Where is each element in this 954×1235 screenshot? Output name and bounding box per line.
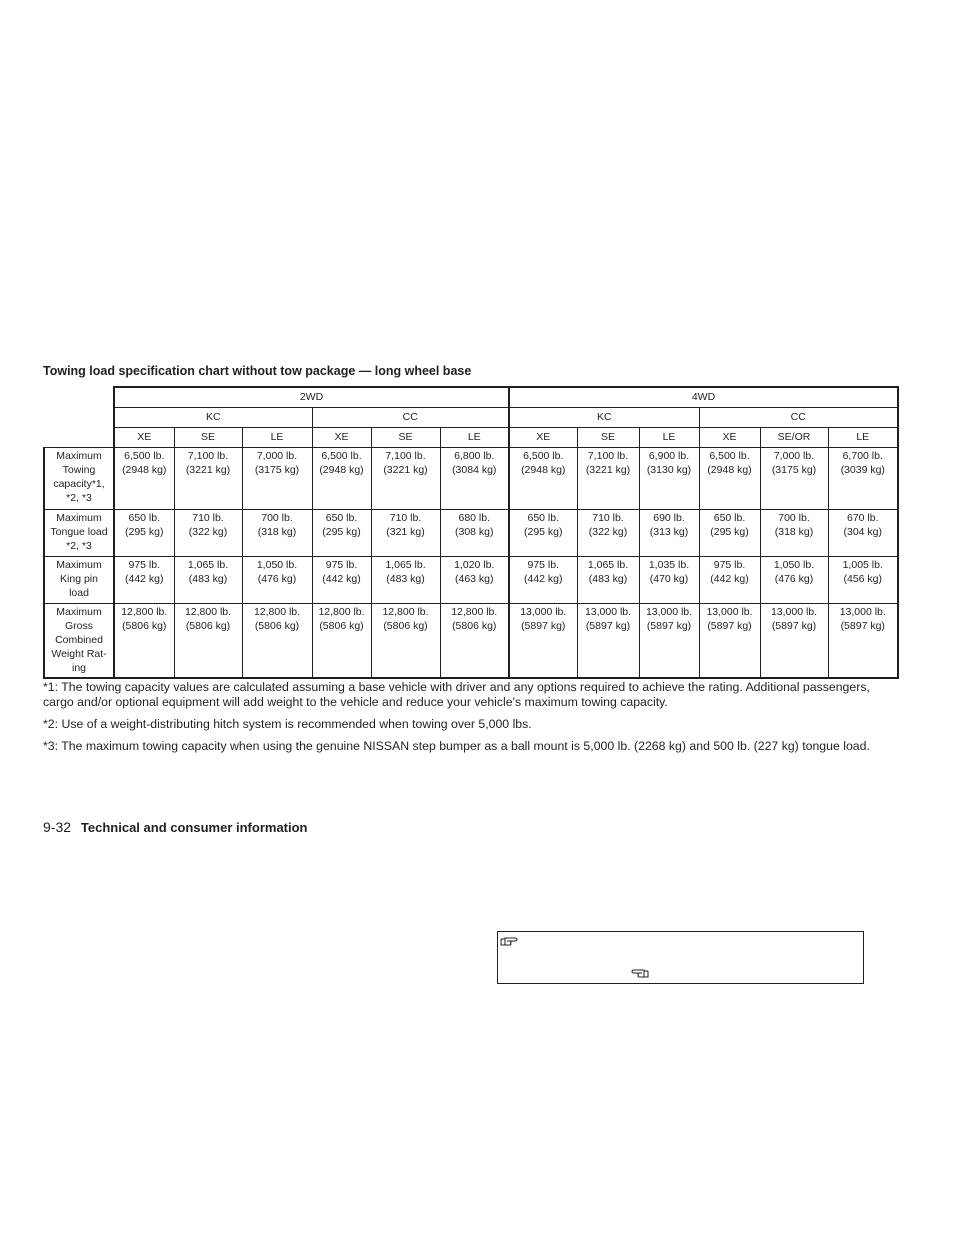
- value-lb: 7,000 lb.: [773, 450, 815, 462]
- table-cell: [760, 557, 828, 604]
- reference-box: [497, 931, 864, 984]
- footnote: *1: The towing capacity values are calculated assuming a base vehicle with driver and any options required to achieve the rating. Additional passengers, cargo and/or optional equipment will add weight to the vehicle and reduce your vehicle's maximum towing capacity.: [43, 680, 870, 709]
- table-cell: [312, 448, 371, 510]
- table-cell: [760, 604, 828, 679]
- value-kg: (5897 kg): [771, 620, 817, 632]
- value-lb: 710 lb.: [192, 512, 224, 524]
- row-label-line: King pin: [60, 573, 98, 585]
- value-lb: 12,800 lb.: [451, 606, 498, 618]
- table-row: [44, 448, 898, 510]
- value-lb: 975 lb.: [325, 559, 358, 571]
- trim-header: XE: [509, 428, 577, 448]
- table-cell: [440, 448, 509, 510]
- table-cell: [440, 557, 509, 604]
- row-label-line: Towing: [62, 464, 96, 476]
- value-lb: 1,065 lb.: [187, 559, 229, 571]
- value-kg: (318 kg): [774, 526, 814, 538]
- value-lb: 6,700 lb.: [842, 450, 883, 462]
- table-cell: [699, 510, 760, 557]
- table-cell: [242, 448, 312, 510]
- trim-header: LE: [639, 428, 699, 448]
- value-kg: (3084 kg): [452, 464, 497, 476]
- row-label-line: *2, *3: [66, 540, 92, 552]
- value-kg: (295 kg): [124, 526, 164, 538]
- table-cell: [114, 557, 174, 604]
- value-kg: (483 kg): [188, 573, 228, 585]
- trim-header: SE: [577, 428, 639, 448]
- value-kg: (5806 kg): [319, 620, 364, 632]
- table-row: [44, 557, 898, 604]
- trim-header-row: [44, 428, 898, 448]
- value-lb: 670 lb.: [846, 512, 879, 524]
- value-lb: 700 lb.: [261, 512, 293, 524]
- value-kg: (483 kg): [588, 573, 628, 585]
- value-lb: 650 lb.: [527, 512, 560, 524]
- value-lb: 1,035 lb.: [648, 559, 690, 571]
- value-lb: 13,000 lb.: [706, 606, 753, 618]
- trim-header: LE: [828, 428, 898, 448]
- table-cell: [312, 604, 371, 679]
- value-kg: (442 kg): [710, 573, 749, 585]
- value-kg: (3221 kg): [383, 464, 428, 476]
- trim-header: XE: [114, 428, 174, 448]
- value-lb: 6,500 lb.: [709, 450, 750, 462]
- value-lb: 710 lb.: [389, 512, 422, 524]
- value-kg: (3175 kg): [771, 464, 817, 476]
- value-lb: 6,500 lb.: [523, 450, 564, 462]
- table-cell: [509, 448, 577, 510]
- row-label: [44, 604, 114, 679]
- value-lb: 690 lb.: [653, 512, 685, 524]
- value-kg: (483 kg): [386, 573, 425, 585]
- value-lb: 650 lb.: [713, 512, 746, 524]
- value-kg: (2948 kg): [122, 464, 167, 476]
- table-cell: [828, 510, 898, 557]
- table-cell: [699, 604, 760, 679]
- value-lb: 12,800 lb.: [121, 606, 168, 618]
- table-cell: [371, 604, 440, 679]
- value-lb: 1,065 lb.: [385, 559, 426, 571]
- towing-spec-table: [43, 386, 899, 679]
- table-cell: [828, 557, 898, 604]
- value-lb: 6,900 lb.: [648, 450, 690, 462]
- footnotes: [43, 680, 903, 761]
- value-kg: (5897 kg): [585, 620, 631, 632]
- row-label-line: Gross: [64, 620, 93, 632]
- value-kg: (318 kg): [257, 526, 297, 538]
- trim-header: XE: [312, 428, 371, 448]
- value-kg: (5897 kg): [646, 620, 692, 632]
- table-cell: [509, 510, 577, 557]
- value-lb: 12,800 lb.: [184, 606, 232, 618]
- value-kg: (456 kg): [843, 573, 883, 585]
- value-lb: 650 lb.: [325, 512, 358, 524]
- row-label-line: Maximum: [56, 559, 102, 571]
- table-cell: [312, 557, 371, 604]
- table-cell: [699, 448, 760, 510]
- table-cell: [440, 510, 509, 557]
- value-lb: 1,050 lb.: [256, 559, 298, 571]
- trim-header: XE: [699, 428, 760, 448]
- value-kg: (5806 kg): [452, 620, 497, 632]
- table-cell: [509, 604, 577, 679]
- value-kg: (470 kg): [649, 573, 689, 585]
- value-kg: (321 kg): [386, 526, 425, 538]
- table-cell: [242, 510, 312, 557]
- table-cell: [639, 557, 699, 604]
- value-lb: 975 lb.: [128, 559, 161, 571]
- value-kg: (3221 kg): [185, 464, 231, 476]
- value-lb: 7,100 lb.: [385, 450, 426, 462]
- table-row: [44, 510, 898, 557]
- row-label-line: capacity*1,: [53, 478, 105, 490]
- value-lb: 975 lb.: [527, 559, 560, 571]
- value-lb: 7,100 lb.: [587, 450, 629, 462]
- value-lb: 650 lb.: [128, 512, 161, 524]
- value-kg: (463 kg): [454, 573, 494, 585]
- value-kg: (322 kg): [588, 526, 628, 538]
- table-cell: [577, 557, 639, 604]
- trim-header: SE: [371, 428, 440, 448]
- table-cell: [114, 510, 174, 557]
- trim-header: LE: [242, 428, 312, 448]
- value-lb: 7,000 lb.: [256, 450, 298, 462]
- corner-cell: [44, 387, 114, 448]
- value-lb: 6,800 lb.: [454, 450, 495, 462]
- row-label-line: load: [69, 587, 89, 599]
- cab-header-row: [44, 408, 898, 428]
- value-lb: 1,005 lb.: [842, 559, 883, 571]
- value-kg: (3175 kg): [254, 464, 300, 476]
- row-label-line: Weight Rat-: [51, 648, 107, 660]
- value-lb: 13,000 lb.: [839, 606, 886, 618]
- table-body: [44, 448, 898, 679]
- value-kg: (313 kg): [649, 526, 689, 538]
- value-kg: (442 kg): [124, 573, 164, 585]
- table-cell: [509, 557, 577, 604]
- table-row: [44, 604, 898, 679]
- pointing-hand-left-icon: [631, 967, 649, 979]
- value-lb: 12,800 lb.: [382, 606, 429, 618]
- value-lb: 6,500 lb.: [321, 450, 362, 462]
- table-cell: [828, 448, 898, 510]
- value-lb: 680 lb.: [458, 512, 491, 524]
- value-lb: 13,000 lb.: [520, 606, 567, 618]
- value-kg: (5806 kg): [383, 620, 428, 632]
- value-kg: (476 kg): [774, 573, 814, 585]
- table-cell: [174, 604, 242, 679]
- row-label-line: Combined: [55, 634, 103, 646]
- table-cell: [312, 510, 371, 557]
- row-label-line: Maximum: [56, 606, 102, 618]
- table-cell: [828, 604, 898, 679]
- table-cell: [114, 448, 174, 510]
- value-lb: 975 lb.: [713, 559, 746, 571]
- value-kg: (3221 kg): [585, 464, 631, 476]
- row-label: [44, 510, 114, 557]
- cab-header: KC: [114, 408, 312, 428]
- page-number: 9-32: [43, 819, 72, 835]
- footnote: *2: Use of a weight-distributing hitch system is recommended when towing over 5,000 lbs.: [43, 717, 532, 731]
- value-lb: 12,800 lb.: [253, 606, 301, 618]
- table-cell: [114, 604, 174, 679]
- value-kg: (295 kg): [710, 526, 749, 538]
- value-lb: 1,050 lb.: [773, 559, 815, 571]
- row-label: [44, 448, 114, 510]
- table-cell: [639, 510, 699, 557]
- table-cell: [760, 510, 828, 557]
- value-kg: (442 kg): [523, 573, 563, 585]
- value-kg: (5806 kg): [185, 620, 231, 632]
- value-kg: (2948 kg): [707, 464, 752, 476]
- value-kg: (5806 kg): [254, 620, 300, 632]
- row-label-line: Maximum: [56, 512, 102, 524]
- row-label-line: ing: [71, 662, 86, 674]
- value-kg: (322 kg): [188, 526, 228, 538]
- value-lb: 7,100 lb.: [187, 450, 229, 462]
- value-kg: (295 kg): [322, 526, 361, 538]
- table-cell: [371, 510, 440, 557]
- value-kg: (5806 kg): [122, 620, 167, 632]
- value-lb: 13,000 lb.: [645, 606, 693, 618]
- cab-header: CC: [312, 408, 509, 428]
- row-label-line: *2, *3: [66, 492, 92, 504]
- value-kg: (2948 kg): [521, 464, 566, 476]
- table-cell: [440, 604, 509, 679]
- cab-header: KC: [509, 408, 699, 428]
- cab-header: CC: [699, 408, 898, 428]
- section-title: Technical and consumer information: [80, 820, 308, 835]
- value-lb: 12,800 lb.: [318, 606, 365, 618]
- table-cell: [174, 557, 242, 604]
- value-kg: (295 kg): [523, 526, 563, 538]
- value-kg: (5897 kg): [521, 620, 566, 632]
- value-kg: (5897 kg): [840, 620, 885, 632]
- row-label-line: Maximum: [56, 450, 102, 462]
- page-footer: [43, 819, 308, 835]
- value-lb: 6,500 lb.: [124, 450, 165, 462]
- value-lb: 13,000 lb.: [770, 606, 818, 618]
- value-lb: 700 lb.: [778, 512, 810, 524]
- table-cell: [371, 557, 440, 604]
- table-cell: [639, 604, 699, 679]
- table-cell: [577, 448, 639, 510]
- table-cell: [639, 448, 699, 510]
- row-label-line: Tongue load: [50, 526, 108, 538]
- row-label: [44, 557, 114, 604]
- table-cell: [577, 510, 639, 557]
- trim-header: SE/OR: [760, 428, 828, 448]
- value-kg: (304 kg): [843, 526, 883, 538]
- table-cell: [577, 604, 639, 679]
- drive-header-2wd: 2WD: [114, 387, 509, 408]
- table-cell: [242, 604, 312, 679]
- table-cell: [699, 557, 760, 604]
- value-kg: (5897 kg): [707, 620, 752, 632]
- value-kg: (476 kg): [257, 573, 297, 585]
- value-lb: 710 lb.: [592, 512, 624, 524]
- trim-header: SE: [174, 428, 242, 448]
- table-cell: [371, 448, 440, 510]
- drive-header-row: [44, 387, 898, 408]
- footnote: *3: The maximum towing capacity when using the genuine NISSAN step bumper as a ball mount is 5,000 lb. (2268 kg) and 500 lb. (227 kg) tongue load.: [43, 739, 870, 753]
- table-cell: [174, 510, 242, 557]
- trim-header: LE: [440, 428, 509, 448]
- value-kg: (308 kg): [454, 526, 494, 538]
- table-cell: [174, 448, 242, 510]
- chart-title: Towing load specification chart without tow package — long wheel base: [43, 364, 472, 378]
- value-lb: 1,020 lb.: [454, 559, 495, 571]
- value-kg: (3039 kg): [840, 464, 885, 476]
- value-kg: (442 kg): [322, 573, 361, 585]
- drive-header-4wd: 4WD: [509, 387, 898, 408]
- value-lb: 13,000 lb.: [584, 606, 632, 618]
- value-kg: (3130 kg): [646, 464, 692, 476]
- value-kg: (2948 kg): [319, 464, 364, 476]
- table-cell: [242, 557, 312, 604]
- pointing-hand-right-icon: [500, 935, 518, 947]
- value-lb: 1,065 lb.: [587, 559, 629, 571]
- table-cell: [760, 448, 828, 510]
